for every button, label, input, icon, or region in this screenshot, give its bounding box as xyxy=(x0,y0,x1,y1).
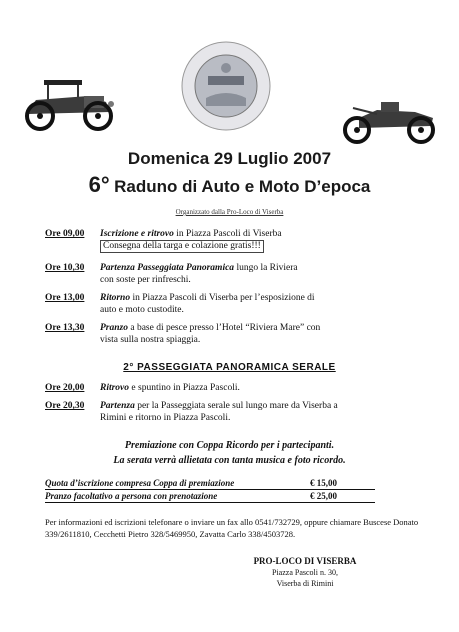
evening-detail: per la Passeggiata serale sul lungo mare da Viserba a xyxy=(137,401,338,411)
vintage-tricar-right-illustration xyxy=(337,88,445,146)
program-item xyxy=(45,322,425,345)
evening-item xyxy=(45,382,425,394)
evening-lead: Partenza xyxy=(100,401,135,411)
evening-detail-cont: Rimini e ritorno in Piazza Pascoli. xyxy=(100,413,231,423)
fee-label: Pranzo facoltativo a persona con prenotazione xyxy=(45,491,218,501)
evening-detail: e spuntino in Piazza Pascoli. xyxy=(131,383,240,393)
evening-time: Ore 20,30 xyxy=(45,401,85,411)
program-detail-cont: auto e moto custodite. xyxy=(100,305,184,315)
entertainment-line: La serata verrà allietata con tanta musica e foto ricordo. xyxy=(113,455,346,466)
fee-amount: € 15,00 xyxy=(310,478,337,488)
edition-number: 6° xyxy=(88,172,110,197)
program-detail: in Piazza Pascoli di Viserba xyxy=(176,229,282,239)
program-item xyxy=(45,262,425,285)
program-time: Ore 09,00 xyxy=(45,229,85,239)
program-item xyxy=(45,228,425,251)
program-lead: Partenza Passeggiata Panoramica xyxy=(100,263,235,273)
event-date: Domenica 29 Luglio 2007 xyxy=(127,149,332,168)
evening-item xyxy=(45,400,425,423)
program-lead: Pranzo xyxy=(100,323,128,333)
program-time: Ore 13,00 xyxy=(45,293,85,303)
vintage-car-left-illustration xyxy=(14,66,122,132)
event-title xyxy=(0,172,459,198)
program-detail-cont: vista sulla nostra spiaggia. xyxy=(100,335,201,345)
evening-time: Ore 20,00 xyxy=(45,383,85,393)
pro-loco-viserba-emblem xyxy=(180,40,272,132)
program-detail-cont: con soste per rinfreschi. xyxy=(100,275,191,285)
program-time: Ore 13,30 xyxy=(45,323,85,333)
evening-lead: Ritrovo xyxy=(100,383,130,393)
program-lead: Iscrizione e ritrovo xyxy=(100,229,174,239)
fee-label: Quota d’iscrizione compresa Coppa di premiazione xyxy=(45,478,235,488)
program-item xyxy=(45,292,425,315)
event-title-text: Raduno di Auto e Moto D’epoca xyxy=(114,177,371,196)
signature-org: PRO-LOCO DI VISERBA xyxy=(253,556,357,566)
program-detail-boxed: Consegna della targa e colazione gratis!!! xyxy=(100,240,264,253)
fee-underlines xyxy=(45,489,375,505)
signature-address: Piazza Pascoli n. 30, xyxy=(272,568,338,577)
program-detail: in Piazza Pascoli di Viserba per l’esposizione di xyxy=(132,293,315,303)
organizer-line: Organizzato dalla Pro-Loco di Viserba xyxy=(175,208,284,216)
program-detail: a base di pesce presso l’Hotel “Riviera Mare” con xyxy=(130,323,321,333)
section-evening-title: 2° PASSEGGIATA PANORAMICA SERALE xyxy=(123,362,336,373)
prize-line: Premiazione con Coppa Ricordo per i partecipanti. xyxy=(124,440,335,451)
program-time: Ore 10,30 xyxy=(45,263,85,273)
fee-amount: € 25,00 xyxy=(310,491,337,501)
program-detail: lungo la Riviera xyxy=(236,263,298,273)
fee-row xyxy=(45,478,370,488)
signature-city: Viserba di Rimini xyxy=(276,579,334,588)
contact-info: Per informazioni ed iscrizioni telefonare o inviare un fax allo 0541/732729, oppure chiamare Buscese Donato 339/2611810, Cecchetti Pietro 328/5469950, Zavatta Carlo 338/4503728. xyxy=(45,517,419,539)
program-lead: Ritorno xyxy=(100,293,131,303)
signature-block xyxy=(225,556,385,589)
